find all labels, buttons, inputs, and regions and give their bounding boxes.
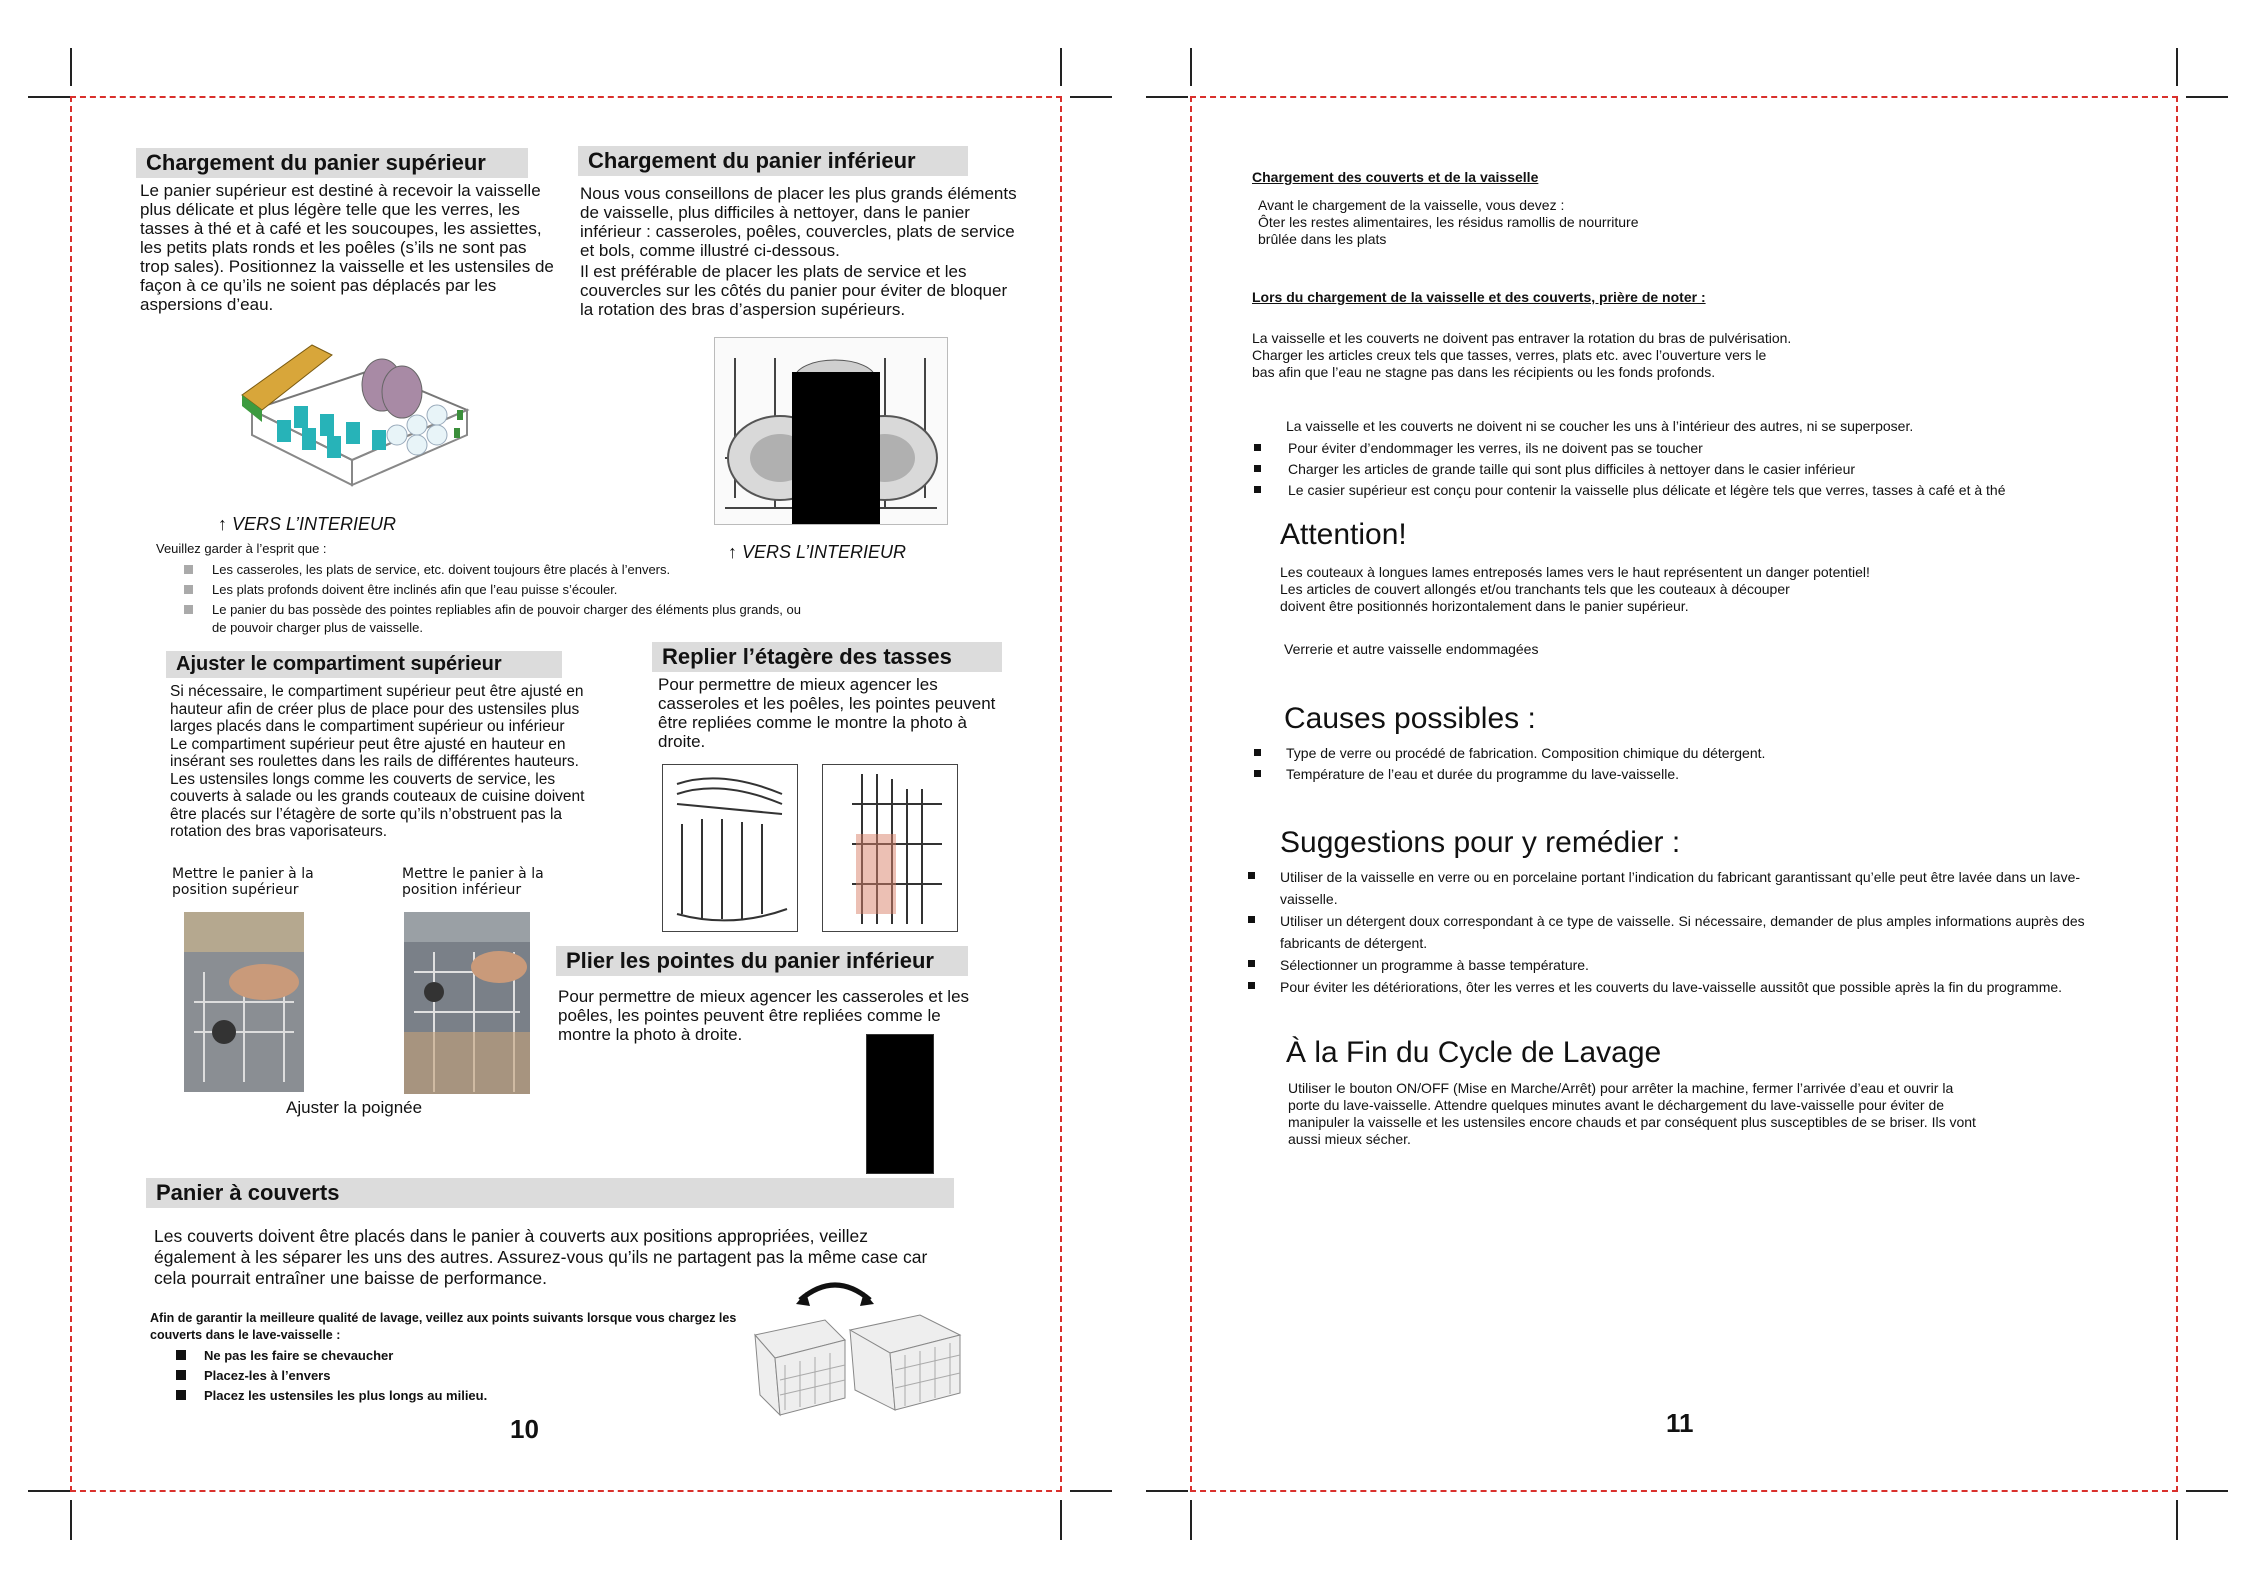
cup-shelf-title: Replier l’étagère des tasses [652,642,1002,672]
note-list [1254,438,2154,501]
crop-mark [1070,1490,1112,1492]
photo-lower-position [404,912,530,1094]
suggestions-title: Suggestions pour y remédier : [1280,826,1681,859]
crop-mark [1190,48,1192,86]
crop-mark [1060,48,1062,86]
upper-basket-illustration [232,340,472,490]
causes-list [1254,743,2154,785]
arrow-up-icon: ↑ [728,542,743,562]
redacted-block [792,372,880,524]
attention-body: Les couteaux à longues lames entreposés lames vers le haut représentent un danger potentiel! Les articles de couvert allongés et/ou tranchants tels que les couteaux à découper doivent être positionnés horizontalement dans le panier supérieur. [1280,564,1870,614]
list-item: Température de l’eau et durée du programme du lave-vaisselle. [1254,764,2154,785]
list-item: Le casier supérieur est conçu pour contenir la vaisselle plus délicate et légère tels que verres, tasses à café et à thé [1254,480,2154,501]
lower-basket-body-2: Il est préférable de placer les plats de service et les couvercles sur les côtés du panier pour éviter de bloquer la rotation des bras d’aspersion supérieurs. [580,262,1008,319]
list-item: Type de verre ou procédé de fabrication. Composition chimique du détergent. [1254,743,2154,764]
glass-damage-label: Verrerie et autre vaisselle endommagées [1284,641,1539,657]
crop-mark [1070,96,1112,98]
photo-upper-position [184,912,304,1092]
note-title: Lors du chargement de la vaisselle et des couverts, prière de noter : [1252,289,1706,305]
cutlery-basket-illustration [750,1270,970,1420]
crop-mark [28,96,70,98]
adjust-title: Ajuster le compartiment supérieur [166,651,562,678]
crop-mark [70,1500,72,1540]
cup-shelf-photo-folded [822,764,958,932]
end-cycle-body: Utiliser le bouton ON/OFF (Mise en Marche/Arrêt) pour arrêter la machine, fermer l’arrivée d’eau et ouvrir la porte du lave-vaisselle. Attendre quelques minutes avant le déchargement du lave-vaisselle pour éviter de manipuler la vaisselle et les ustensiles encore chauds et par conséquent plus susceptibles de se briser. Ils vont aussi mieux sécher. [1288,1080,1976,1147]
arrow-up-icon: ↑ [218,514,233,534]
note-line: La vaisselle et les couverts ne doivent ni se coucher les uns à l’intérieur des autres, ni se superposer. [1286,418,1914,434]
list-item: Ne pas les faire se chevaucher [176,1346,596,1366]
caption-lower-position: Mettre le panier à la position inférieur [402,866,544,898]
suggestions-list [1248,866,2108,998]
page-number-left: 10 [510,1414,539,1444]
cutlery-list [176,1346,596,1406]
list-item: Utiliser de la vaisselle en verre ou en porcelaine portant l’indication du fabricant garantissant qu’elle peut être lavée dans un lave-vaisselle. [1248,866,2108,910]
crop-mark [1190,1500,1192,1540]
attention-title: Attention! [1280,518,1407,551]
list-item: Charger les articles de grande taille qui sont plus difficiles à nettoyer dans le casier inférieur [1254,459,2154,480]
crop-mark [1146,1490,1188,1492]
crop-mark [1146,96,1188,98]
crop-mark [1060,1500,1062,1540]
end-cycle-title: À la Fin du Cycle de Lavage [1286,1036,1662,1069]
list-item: Utiliser un détergent doux correspondant à ce type de vaisselle. Si nécessaire, demander de plus amples informations auprès des fabricants de détergent. [1248,910,2108,954]
reminder-list [184,561,804,637]
cutlery-body: Les couverts doivent être placés dans le panier à couverts aux positions appropriées, veillez également à les séparer les uns des autres. Assurez-vous qu’ils ne partagent pas la même case car cela pourrait entraîner une baisse de performance. [154,1226,928,1288]
list-item: Pour éviter les détériorations, ôter les verres et les couverts du lave-vaisselle aussitôt que possible après la fin du programme. [1248,976,2108,998]
list-item: Placez-les à l’envers [176,1366,596,1386]
causes-title: Causes possibles : [1284,702,1536,735]
lower-arrow-label: ↑ VERS L’INTERIEUR [728,542,907,562]
upper-basket-title: Chargement du panier supérieur [136,148,528,178]
list-item: Le panier du bas possède des pointes repliables afin de pouvoir charger des éléments plus grands, ou de pouvoir charger plus de vaisselle. [184,601,804,637]
crop-mark [2186,1490,2228,1492]
cup-shelf-body: Pour permettre de mieux agencer les casseroles et les poêles, les pointes peuvent être repliées comme le montre la photo à droite. [658,675,996,751]
caption-handle: Ajuster la poignée [286,1098,423,1117]
tines-body: Pour permettre de mieux agencer les casseroles et les poêles, les pointes peuvent être repliées comme le montre la photo à droite. [558,987,970,1044]
upper-basket-body: Le panier supérieur est destiné à recevoir la vaisselle plus délicate et plus légère telle que les verres, les tasses à thé et à café et les soucoupes, les assiettes, les petits plats ronds et les poêles (s’ils ne sont pas trop sales). Positionnez la vaisselle et les ustensiles de façon à ce qu’ils ne soient pas déplacés par les aspersions d’eau. [140,181,554,314]
list-item: Les casseroles, les plats de service, etc. doivent toujours être placés à l’envers. [184,561,804,579]
list-item: Sélectionner un programme à basse température. [1248,954,2108,976]
list-item: Pour éviter d’endommager les verres, ils ne doivent pas se toucher [1254,438,2154,459]
cutlery-title: Panier à couverts [146,1178,954,1208]
adjust-body: Si nécessaire, le compartiment supérieur peut être ajusté en hauteur afin de créer plus de place pour des ustensiles plus larges placés dans le compartiment supérieur ou inférieur Le compartiment supérieur peut être ajusté en hauteur en insérant ses roulettes dans les rails de différentes hauteurs. Les ustensiles longs comme les couverts de service, les couverts à salade ou les grands couteaux de cuisine doivent être placés sur l’étagère de sorte qu’ils n’obstruent pas la rotation des bras vaporisateurs. [170,683,585,840]
cutlery-intro: Afin de garantir la meilleure qualité de lavage, veillez aux points suivants lorsque vous chargez les couverts dans le lave-vaisselle : [150,1311,737,1342]
lower-basket-title: Chargement du panier inférieur [578,146,968,176]
list-item: Placez les ustensiles les plus longs au milieu. [176,1386,596,1406]
crop-mark [2176,48,2178,86]
crop-mark [2186,96,2228,98]
caption-upper-position: Mettre le panier à la position supérieur [172,866,314,898]
page-number-right: 11 [1666,1408,1694,1438]
note-body: La vaisselle et les couverts ne doivent pas entraver la rotation du bras de pulvérisation. Charger les articles creux tels que tasses, verres, plats etc. avec l’ouverture vers le bas afin que l’eau ne stagne pas dans les récipients ou les fonds profonds. [1252,330,1792,380]
crop-mark [28,1490,70,1492]
list-item: Les plats profonds doivent être inclinés afin que l’eau puisse s’écouler. [184,581,804,599]
crop-mark [70,48,72,86]
crop-mark [2176,1500,2178,1540]
reminder-intro: Veuillez garder à l’esprit que : [156,541,327,556]
loading-title: Chargement des couverts et de la vaisselle [1252,169,1539,185]
upper-arrow-label: ↑ VERS L’INTERIEUR [218,514,397,534]
tines-title: Plier les pointes du panier inférieur [556,946,968,976]
tines-photo [866,1034,934,1174]
loading-body: Avant le chargement de la vaisselle, vous devez : Ôter les restes alimentaires, les résidus ramollis de nourriture brûlée dans les plats [1258,197,1639,247]
lower-basket-body-1: Nous vous conseillons de placer les plus grands éléments de vaisselle, plus difficiles à nettoyer, dans le panier inférieur : casseroles, poêles, couvercles, plats de service et bols, comme illustré ci-dessous. [580,184,1017,260]
cup-shelf-photo-open [662,764,798,932]
